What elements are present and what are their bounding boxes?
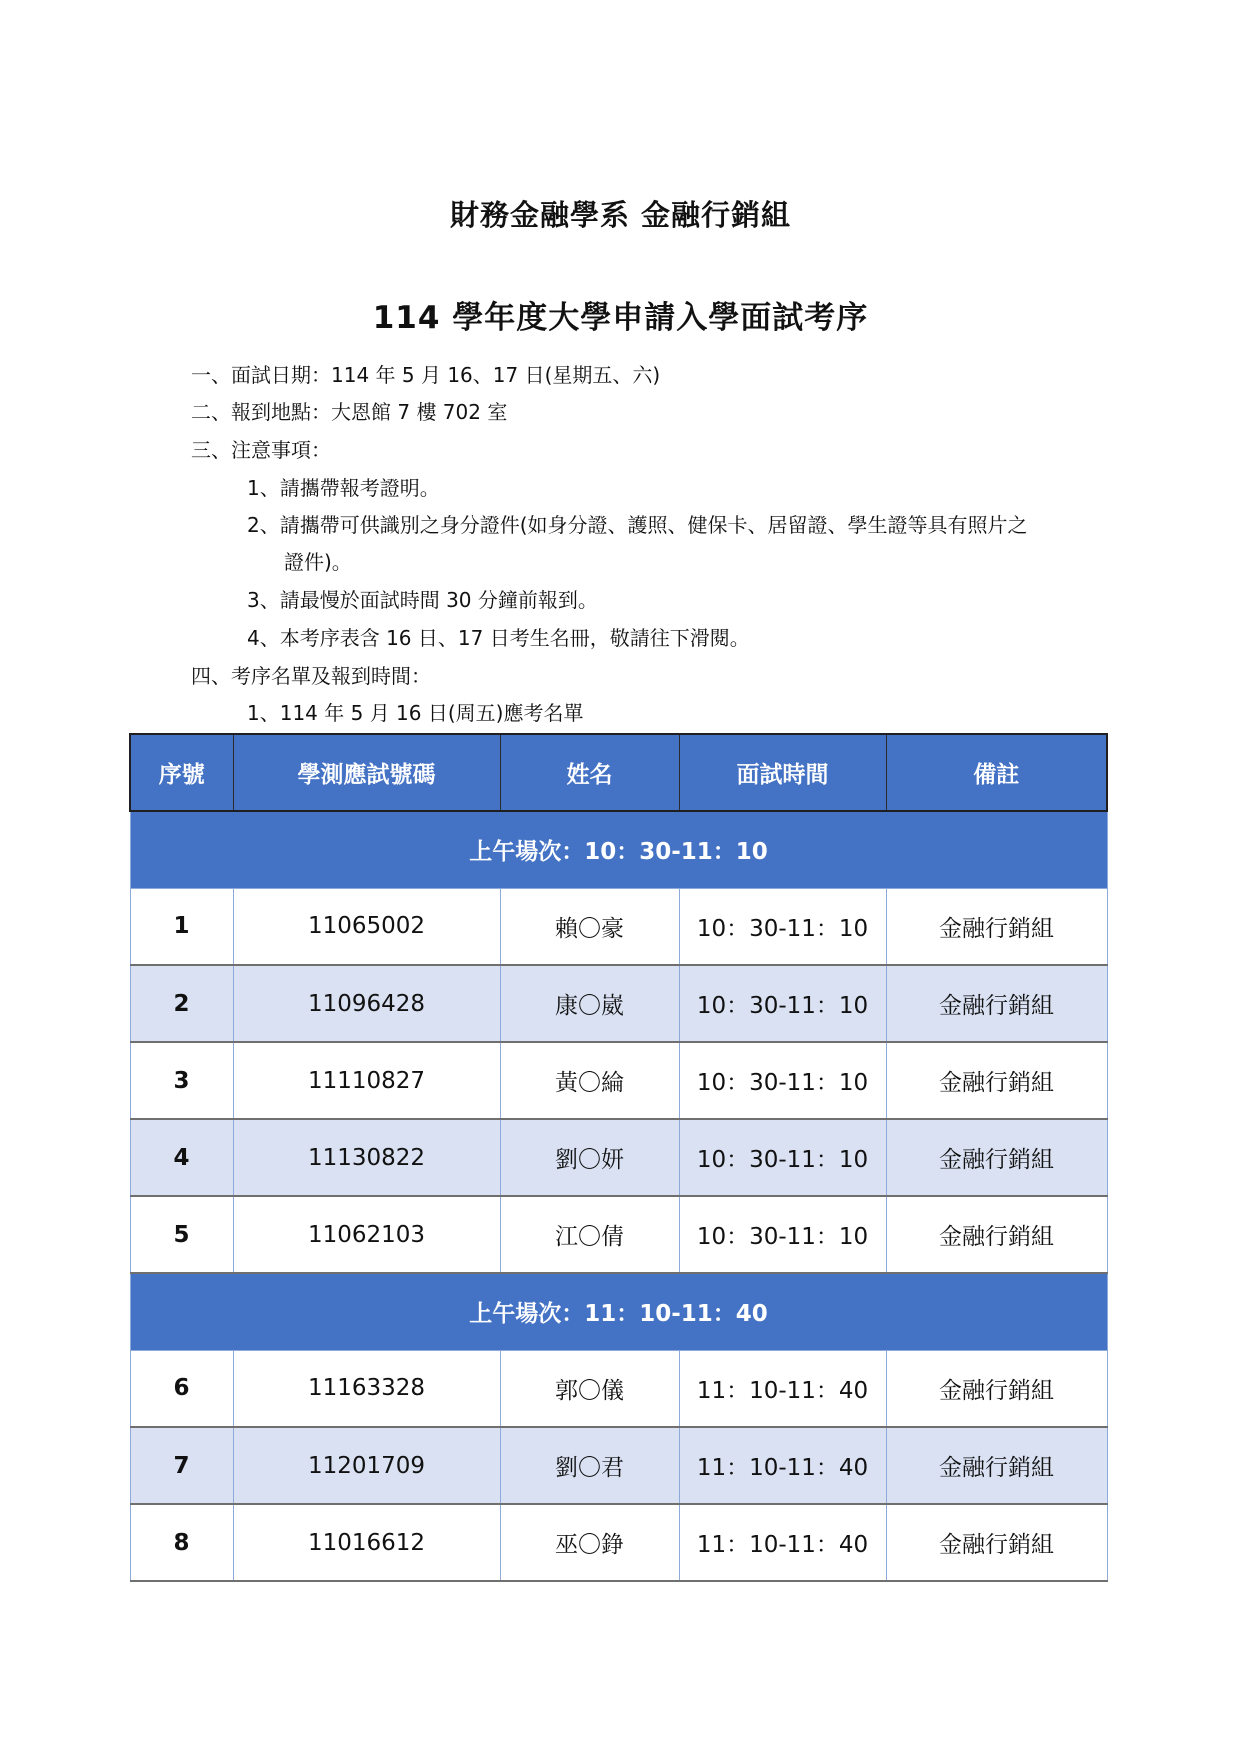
cell-seq: 3 <box>130 1042 233 1119</box>
info-roster-heading: 四、考序名單及報到時間： <box>191 664 431 688</box>
cell-interview-time: 11：10-11：40 <box>679 1504 886 1581</box>
cell-name: 賴〇豪 <box>500 888 679 965</box>
cell-name: 劉〇君 <box>500 1427 679 1504</box>
cell-seq: 8 <box>130 1504 233 1581</box>
info-interview-date: 一、面試日期：114 年 5 月 16、17 日(星期五、六) <box>191 363 661 387</box>
cell-name: 劉〇妍 <box>500 1119 679 1196</box>
cell-interview-time: 11：10-11：40 <box>679 1350 886 1427</box>
header-name: 姓名 <box>500 734 679 811</box>
table-header-row <box>130 734 1107 811</box>
cell-seq: 2 <box>130 965 233 1042</box>
cell-name: 江〇倩 <box>500 1196 679 1273</box>
document-title: 114 學年度大學申請入學面試考序 <box>372 300 869 336</box>
note-item-1: 1、請攜帶報考證明。 <box>247 476 440 500</box>
table-row <box>130 1427 1107 1504</box>
note-item-2: 2、請攜帶可供識別之身分證件(如身分證、護照、健保卡、居留證、學生證等具有照片之 <box>247 513 1028 537</box>
info-check-in-location: 二、報到地點：大恩館 7 樓 702 室 <box>191 400 508 424</box>
header-exam-id: 學測應試號碼 <box>233 734 500 811</box>
cell-remarks: 金融行銷組 <box>886 1196 1107 1273</box>
cell-interview-time: 10：30-11：10 <box>679 965 886 1042</box>
session-row <box>130 1273 1107 1350</box>
session-label: 上午場次：10：30-11：10 <box>130 811 1107 888</box>
table-row <box>130 888 1107 965</box>
info-notes-heading: 三、注意事項： <box>191 438 331 462</box>
cell-remarks: 金融行銷組 <box>886 1504 1107 1581</box>
cell-interview-time: 10：30-11：10 <box>679 888 886 965</box>
cell-remarks: 金融行銷組 <box>886 1350 1107 1427</box>
interview-roster-table <box>129 733 1108 1582</box>
cell-seq: 7 <box>130 1427 233 1504</box>
cell-interview-time: 10：30-11：10 <box>679 1119 886 1196</box>
cell-exam-id: 11201709 <box>233 1427 500 1504</box>
session-row <box>130 811 1107 888</box>
cell-name: 巫〇錚 <box>500 1504 679 1581</box>
table-row <box>130 1196 1107 1273</box>
cell-seq: 4 <box>130 1119 233 1196</box>
table-row <box>130 1042 1107 1119</box>
department-title: 財務金融學系 金融行銷組 <box>449 198 792 232</box>
cell-seq: 6 <box>130 1350 233 1427</box>
note-item-3: 3、請最慢於面試時間 30 分鐘前報到。 <box>247 588 598 612</box>
header-interview-time: 面試時間 <box>679 734 886 811</box>
roster-subheading-may16: 1、114 年 5 月 16 日(周五)應考名單 <box>247 701 584 725</box>
cell-name: 康〇崴 <box>500 965 679 1042</box>
cell-exam-id: 11096428 <box>233 965 500 1042</box>
cell-interview-time: 10：30-11：10 <box>679 1196 886 1273</box>
cell-interview-time: 10：30-11：10 <box>679 1042 886 1119</box>
cell-exam-id: 11016612 <box>233 1504 500 1581</box>
note-item-2-continued: 證件)。 <box>284 550 352 574</box>
cell-exam-id: 11065002 <box>233 888 500 965</box>
session-label: 上午場次：11：10-11：40 <box>130 1273 1107 1350</box>
table-row <box>130 965 1107 1042</box>
cell-interview-time: 11：10-11：40 <box>679 1427 886 1504</box>
header-remarks: 備註 <box>886 734 1107 811</box>
cell-seq: 1 <box>130 888 233 965</box>
header-seq: 序號 <box>130 734 233 811</box>
cell-seq: 5 <box>130 1196 233 1273</box>
cell-remarks: 金融行銷組 <box>886 1042 1107 1119</box>
cell-remarks: 金融行銷組 <box>886 1119 1107 1196</box>
cell-name: 郭〇儀 <box>500 1350 679 1427</box>
cell-remarks: 金融行銷組 <box>886 1427 1107 1504</box>
cell-exam-id: 11163328 <box>233 1350 500 1427</box>
cell-exam-id: 11130822 <box>233 1119 500 1196</box>
cell-name: 黃〇綸 <box>500 1042 679 1119</box>
cell-remarks: 金融行銷組 <box>886 888 1107 965</box>
table-row <box>130 1350 1107 1427</box>
table-row <box>130 1119 1107 1196</box>
table-row <box>130 1504 1107 1581</box>
cell-remarks: 金融行銷組 <box>886 965 1107 1042</box>
note-item-4: 4、本考序表含 16 日、17 日考生名冊，敬請往下滑閱。 <box>247 626 750 650</box>
cell-exam-id: 11110827 <box>233 1042 500 1119</box>
cell-exam-id: 11062103 <box>233 1196 500 1273</box>
